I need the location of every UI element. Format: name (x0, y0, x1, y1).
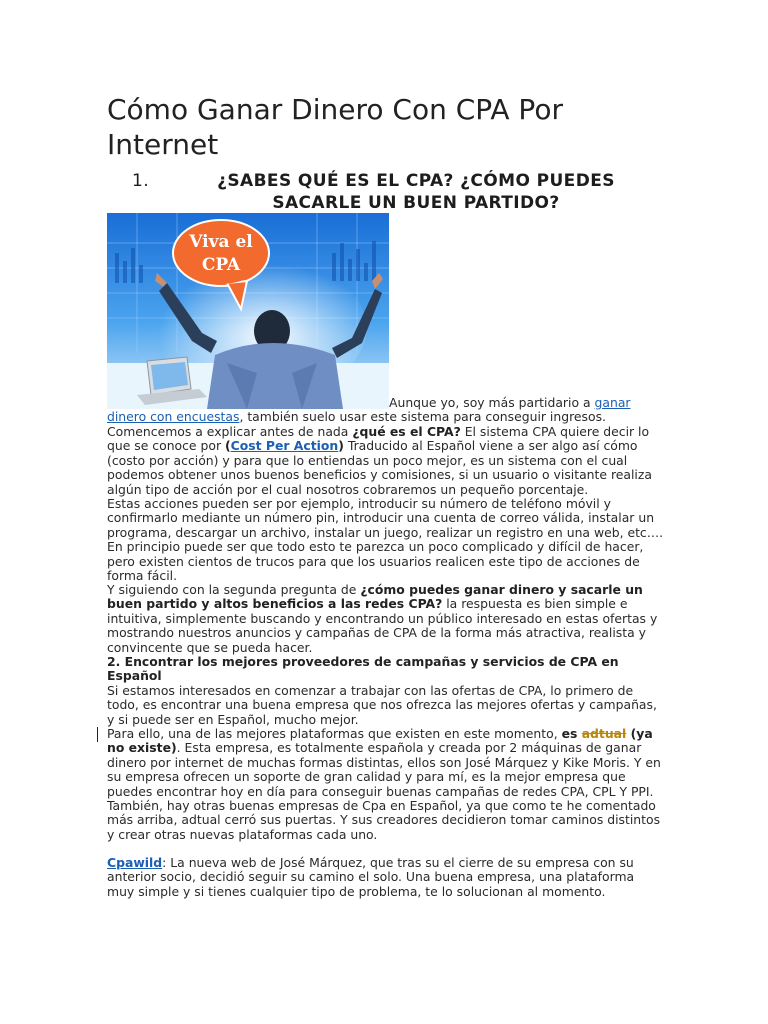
text-cursor (97, 727, 98, 742)
svg-text:CPA: CPA (201, 255, 241, 275)
paragraph-adtual: Para ello, una de las mejores plataformas que existen en este momento, es adtual (ya no existe). Esta empresa, es totalmente española y creada por 2 máquinas de ganar dinero por internet de muchas formas distintas, ellos son José Márquez y Kike Moris. Y en su empresa ofrecen un soporte de gran calidad y para mí, es la mejor empresa que puedes encontrar hoy en día para conseguir buenas campañas de redes CPA, CPL Y PPI. También, hay otras buenas empresas de Cpa en Español, ya que como te he comentado más arriba, adtual cerró sus puertas. Y sus creadores decidieron tomar caminos distintos y crear otras nuevas plataformas cada uno. (107, 727, 664, 842)
paragraph-segunda-pregunta: Y siguiendo con la segunda pregunta de ¿cómo puedes ganar dinero y sacarle un buen partido y altos beneficios a las redes CPA? la respuesta es bien simple e intuitiva, simplemente buscando y encontrando un público interesado en estas ofertas y mostrando nuestros anuncios y campañas de CPA de la forma más atractiva, realista y convincente que se pueda hacer. 2. Encontrar los mejores proveedores de campañas y servicios de CPA en Español Si estamos interesados en comenzar a trabajar con las ofertas de CPA, lo primero de todo, es encontrar una buena empresa que nos ofrezca las mejores ofertas y campañas, y si puede ser en Español, mucho mejor. (107, 583, 664, 727)
paragraph-otras-empresas: También, hay otras buenas empresas de Cpa en Español, ya que como te he comentado más arriba, adtual cerró sus puertas. Y sus creadores decidieron tomar caminos distintos y crear otras nuevas plataformas cada uno. (107, 798, 661, 842)
paragraph-acciones: Estas acciones pueden ser por ejemplo, introducir su número de teléfono móvil y confirmarlo mediante un número pin, introducir una cuenta de correo válida, instalar un programa, descargar un archivo, instalar un juego, realizar un registro en una web, etc…. En principio puede ser que todo esto te parezca un poco complicado y difícil de hacer, pero existen cientos de trucos para que los usuarios realicen este tipo de acciones de forma fácil. (107, 496, 664, 584)
section-heading-2: 2. Encontrar los mejores proveedores de campañas y servicios de CPA en Español (107, 654, 619, 684)
link-ganar-dinero-encuestas[interactable]: ganar dinero con encuestas (107, 395, 631, 425)
paragraph-cpawild: Cpawild: La nueva web de José Márquez, que tras su el cierre de su empresa con su anterior socio, decidió seguir su camino el solo. Una buena empresa, una plataforma muy simple y si tienes cualquier tipo de problema, te lo solucionan al momento. (107, 855, 635, 899)
link-adtual[interactable]: adtual (581, 726, 627, 741)
page-title: Cómo Ganar Dinero Con CPA Por Internet (107, 93, 563, 161)
link-cpawild[interactable]: Cpawild (107, 855, 163, 870)
svg-text:Viva el: Viva el (189, 232, 253, 252)
paragraph-que-es-cpa: Comencemos a explicar antes de nada ¿qué es el CPA? El sistema CPA quiere decir lo que se conoce por (Cost Per Action) Traducido al Español viene a ser algo así cómo (costo por acción) y para que lo entiendas un poco mejor, es un sistema con el cual podemos obtener unos buenos beneficios y comisiones, si un usuario o visitante realiza algún tipo de acción por el cual nosotros cobraremos un pequeño porcentaje. Estas acciones pueden ser por ejemplo, introducir su número de teléfono móvil y confirmarlo mediante un número pin, introducir una cuenta de correo válida, instalar un programa, descargar un archivo, instalar un juego, realizar un registro en una web, etc…. En principio puede ser que todo esto te parezca un poco complicado y difícil de hacer, pero existen cientos de trucos para que los usuarios realicen este tipo de acciones de forma fácil. (107, 424, 664, 584)
paragraph-intro: Aunque yo, soy más partidario a ganar dinero con encuestas, también suelo usar este sistema para conseguir ingresos. (107, 395, 631, 425)
hero-image (107, 213, 389, 409)
section-heading-text: ¿SABES QUÉ ES EL CPA? ¿CÓMO PUEDES SACARLE UN BUEN PARTIDO? (217, 171, 615, 213)
link-cost-per-action[interactable]: Cost Per Action (230, 438, 339, 454)
section-number: 1. (132, 171, 150, 191)
viva-el-cpa-illustration (107, 213, 389, 409)
section-heading-1 (132, 170, 632, 214)
paragraph-proveedores: Si estamos interesados en comenzar a trabajar con las ofertas de CPA, lo primero de todo, es encontrar una buena empresa que nos ofrezca las mejores ofertas y campañas, y si puede ser en Español, mucho mejor. (107, 682, 657, 727)
